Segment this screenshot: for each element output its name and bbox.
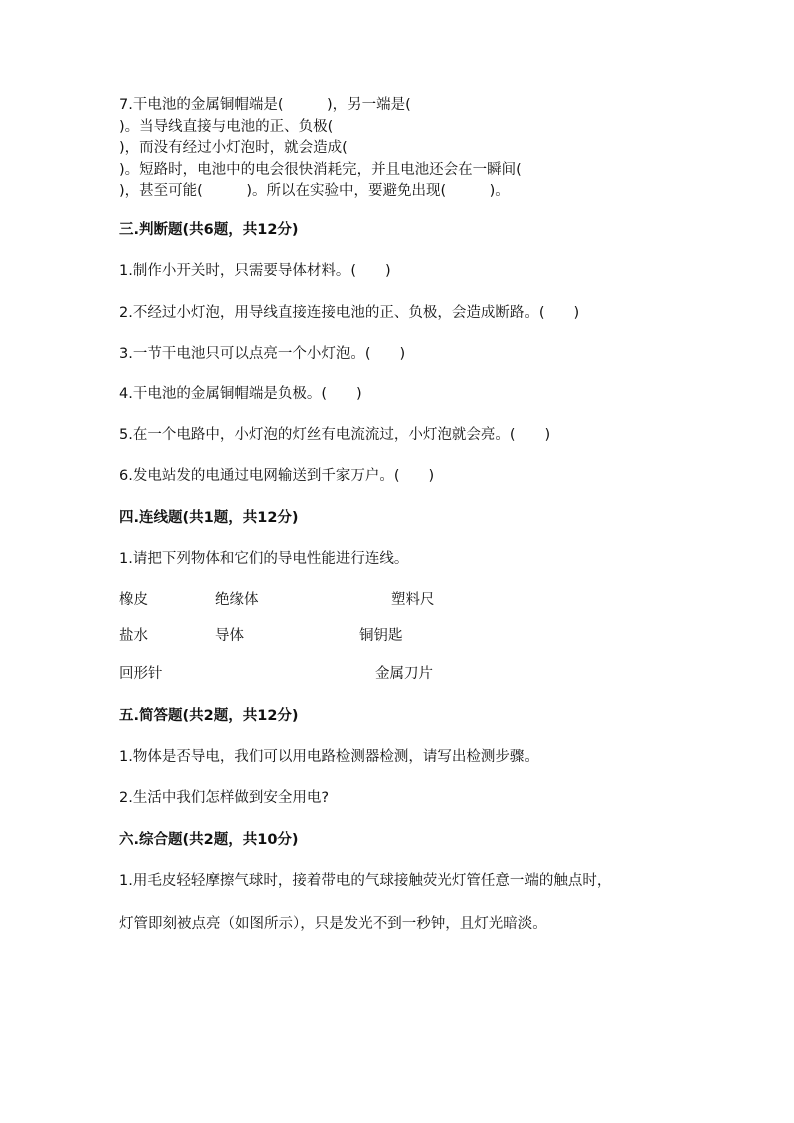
match-left-3: 回形针	[119, 666, 163, 682]
section6-line-1: 1.用毛皮轻轻摩擦气球时，接着带电的气球接触荧光灯管任意一端的触点时，	[119, 873, 612, 889]
section5-item-2: 2.生活中我们怎样做到安全用电?	[119, 790, 330, 806]
section4-question: 1.请把下列物体和它们的导电性能进行连线。	[119, 551, 409, 567]
section3-item-3: 3.一节干电池只可以点亮一个小灯泡。( )	[119, 346, 406, 362]
section3-item-6: 6.发电站发的电通过电网输送到千家万户。( )	[119, 468, 435, 484]
match-middle-1: 绝缘体	[215, 592, 259, 608]
match-right-2: 铜钥匙	[359, 628, 403, 644]
section3-item-2: 2.不经过小灯泡，用导线直接连接电池的正、负极，会造成断路。( )	[119, 305, 580, 321]
q7-line-2: )。当导线直接与电池的正、负极(	[119, 119, 334, 135]
section3-item-5: 5.在一个电路中，小灯泡的灯丝有电流流过，小灯泡就会亮。( )	[119, 427, 551, 443]
match-right-1: 塑料尺	[391, 592, 435, 608]
section3-item-4: 4.干电池的金属铜帽端是负极。( )	[119, 386, 362, 402]
section5-item-1: 1.物体是否导电，我们可以用电路检测器检测，请写出检测步骤。	[119, 749, 539, 765]
section3-item-1: 1.制作小开关时，只需要导体材料。( )	[119, 263, 391, 279]
section4-title: 四.连线题(共1题，共12分)	[119, 510, 299, 526]
section6-title: 六.综合题(共2题，共10分)	[119, 832, 299, 848]
section5-title: 五.简答题(共2题，共12分)	[119, 708, 299, 724]
section3-title: 三.判断题(共6题，共12分)	[119, 222, 299, 238]
section6-line-2: 灯管即刻被点亮（如图所示），只是发光不到一秒钟，且灯光暗淡。	[119, 916, 547, 932]
q7-line-3: )，而没有经过小灯泡时，就会造成(	[119, 140, 348, 156]
match-middle-2: 导体	[215, 628, 244, 644]
match-left-1: 橡皮	[119, 592, 148, 608]
q7-line-1: 7.干电池的金属铜帽端是( )，另一端是(	[119, 97, 411, 113]
match-right-3: 金属刀片	[375, 666, 433, 682]
q7-line-4: )。短路时，电池中的电会很快消耗完，并且电池还会在一瞬间(	[119, 162, 522, 178]
match-left-2: 盐水	[119, 628, 148, 644]
q7-line-5: )，甚至可能( )。所以在实验中，要避免出现( )。	[119, 183, 510, 199]
